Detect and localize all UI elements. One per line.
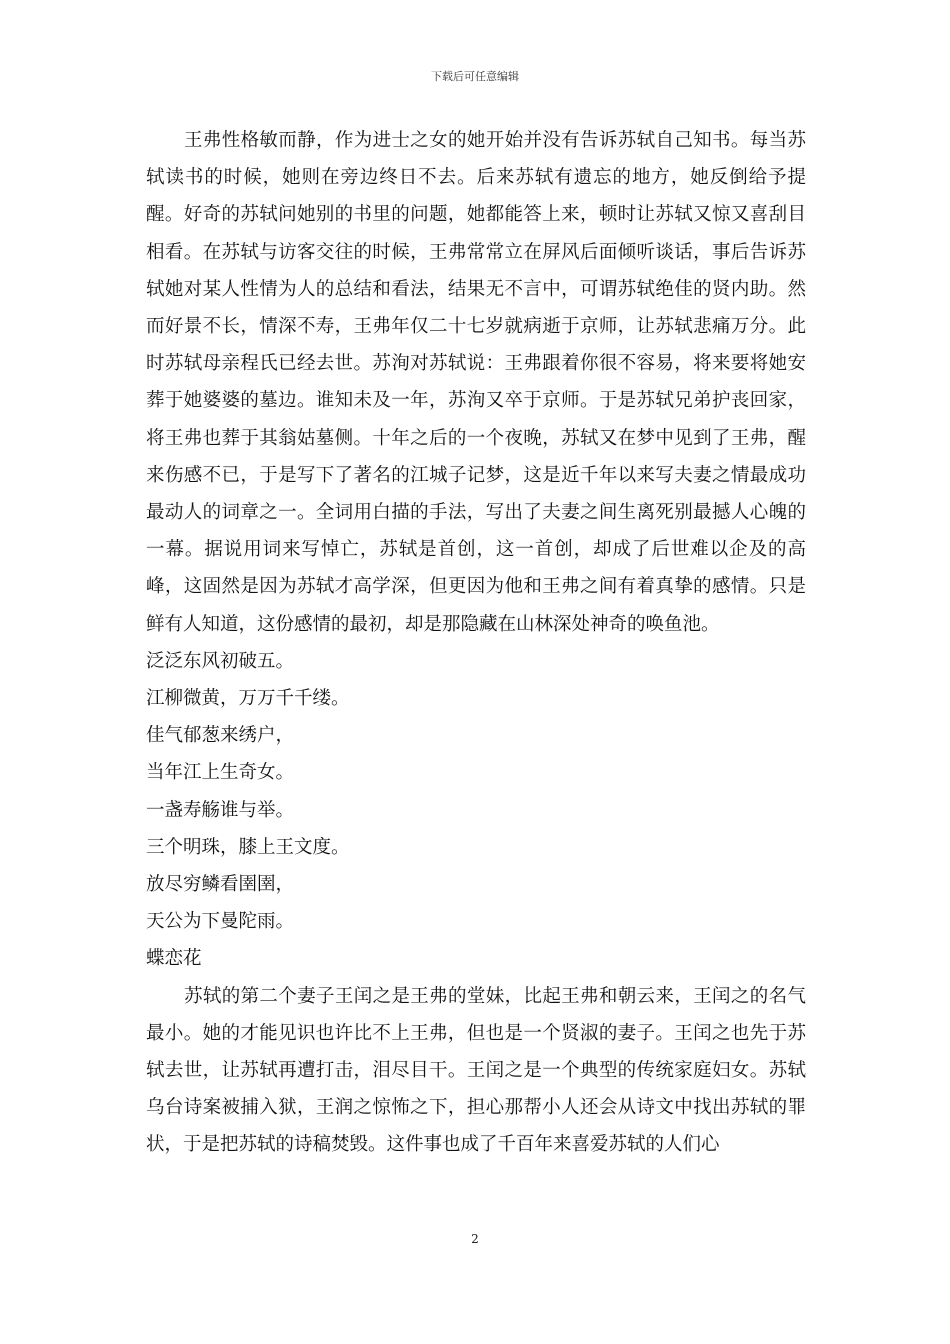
page-number: 2 [471, 1232, 479, 1246]
poem-line: 放尽穷鳞看圉圉， [146, 874, 295, 896]
poem-line: 当年江上生奇女。 [146, 762, 295, 784]
poem [146, 643, 806, 978]
poem-line: 佳气郁葱来绣户， [146, 725, 295, 747]
page-header: 下载后可任意编辑 [431, 70, 519, 83]
document-body [146, 122, 806, 1164]
poem-line: 三个明珠，膝上王文度。 [146, 836, 350, 858]
poem-line: 一盏寿觞谁与举。 [146, 799, 295, 821]
poem-line: 泛泛东风初破五。 [146, 650, 295, 672]
paragraph-wang-fu: 王弗性格敏而静，作为进士之女的她开始并没有告诉苏轼自己知书。每当苏轼读书的时候，她则在旁边终日不去。后来苏轼有遗忘的地方，她反倒给予提醒。好奇的苏轼问她别的书里的问题，她都能答上来，顿时让苏轼又惊又喜刮目相看。在苏轼与访客交往的时候，王弗常常立在屏风后面倾听谈话，事后告诉苏轼她对某人性情为人的总结和看法，结果无不言中，可谓苏轼绝佳的贤内助。然而好景不长，情深不寿，王弗年仅二十七岁就病逝于京师，让苏轼悲痛万分。此时苏轼母亲程氏已经去世。苏洵对苏轼说：王弗跟着你很不容易，将来要将她安葬于她婆婆的墓边。谁知未及一年，苏洵又卒于京师。于是苏轼兄弟护丧回家，将王弗也葬于其翁姑墓侧。十年之后的一个夜晚，苏轼又在梦中见到了王弗，醒来伤感不已，于是写下了著名的江城子记梦，这是近千年以来写夫妻之情最成功最动人的词章之一。全词用白描的手法，写出了夫妻之间生离死别最撼人心魄的一幕。据说用词来写悼亡，苏轼是首创，这一首创，却成了后世难以企及的高峰，这固然是因为苏轼才高学深，但更因为他和王弗之间有着真挚的感情。只是鲜有人知道，这份感情的最初，却是那隐藏在山林深处神奇的唤鱼池。 [146, 130, 806, 635]
poem-line: 江柳微黄，万万千千缕。 [146, 688, 350, 710]
paragraph-wang-runzhi: 苏轼的第二个妻子王闰之是王弗的堂妹，比起王弗和朝云来，王闰之的名气最小。她的才能见识也许比不上王弗，但也是一个贤淑的妻子。王闰之也先于苏轼去世，让苏轼再遭打击，泪尽目干。王闰之是一个典型的传统家庭妇女。苏轼乌台诗案被捕入狱，王润之惊怖之下，担心那帮小人还会从诗文中找出苏轼的罪状，于是把苏轼的诗稿焚毁。这件事也成了千百年来喜爱苏轼的人们心 [146, 985, 806, 1156]
poem-line: 天公为下曼陀雨。 [146, 911, 295, 933]
poem-title: 蝶恋花 [146, 948, 202, 970]
